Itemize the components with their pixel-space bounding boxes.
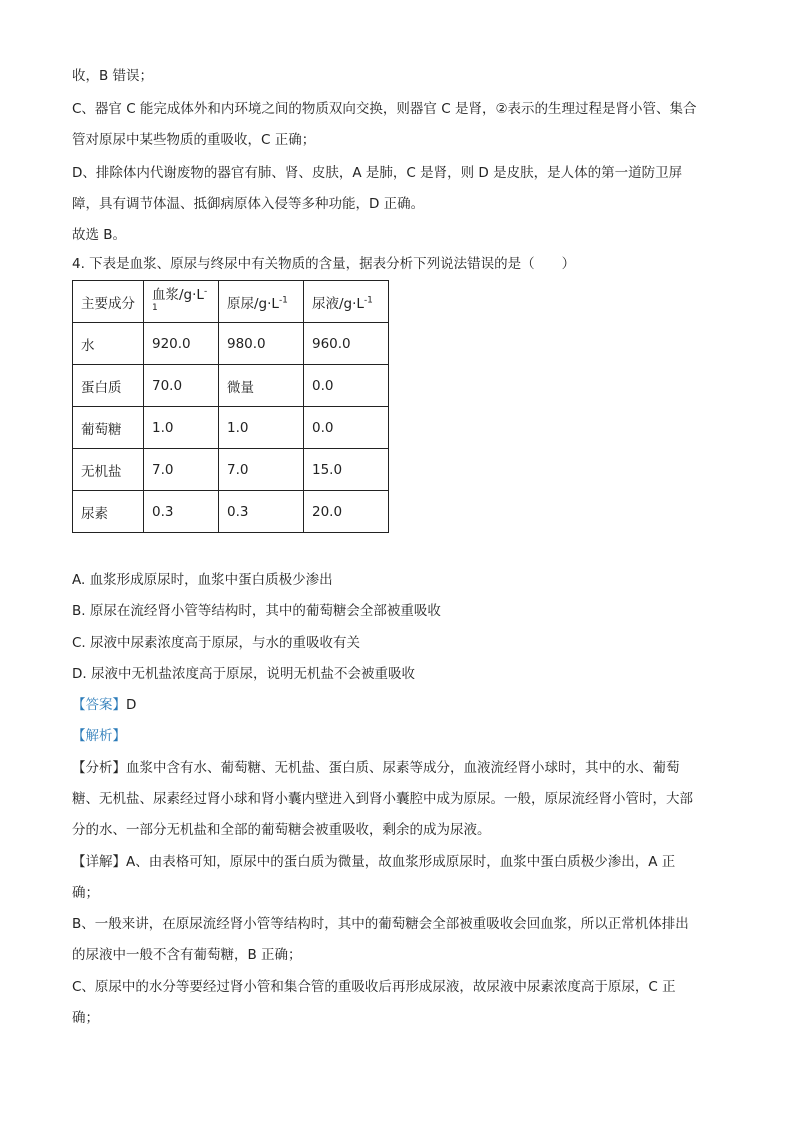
answer-value: D <box>126 697 137 713</box>
table-cell: 20.0 <box>304 491 389 533</box>
table-cell: 葡萄糖 <box>73 407 144 449</box>
answer-label: 【答案】 <box>72 697 126 713</box>
table-row <box>73 365 389 407</box>
xiangjie-line <box>72 852 675 872</box>
fenxi-line: 糖、无机盐、尿素经过肾小球和肾小囊内壁进入到肾小囊腔中成为原尿。一般，原尿流经肾小管时，大部 <box>72 791 693 807</box>
fenxi-text: 血浆中含有水、葡萄糖、无机盐、蛋白质、尿素等成分，血液流经肾小球时，其中的水、葡萄 <box>126 760 680 776</box>
table-cell: 尿素 <box>73 491 144 533</box>
table-cell: 1.0 <box>144 407 219 449</box>
table-cell: 1.0 <box>219 407 304 449</box>
table-cell: 无机盐 <box>73 449 144 491</box>
table-cell: 70.0 <box>144 365 219 407</box>
fenxi-label: 【分析】 <box>72 760 126 776</box>
xiangjie-line: 的尿液中一般不含有葡萄糖，B 正确； <box>72 947 302 963</box>
table-cell: 微量 <box>219 365 304 407</box>
xiangjie-line: C、原尿中的水分等要经过肾小管和集合管的重吸收后再形成尿液，故尿液中尿素浓度高于原尿，C 正 <box>72 979 676 995</box>
table-row <box>73 491 389 533</box>
table-cell: 0.0 <box>304 365 389 407</box>
option-b: B. 原尿在流经肾小管等结构时，其中的葡萄糖会全部被重吸收 <box>72 603 441 619</box>
table-cell: 0.0 <box>304 407 389 449</box>
table-header-cell: 尿液$/g\cdot L^{-1}$ <box>304 281 389 323</box>
option-c: C. 尿液中尿素浓度高于原尿，与水的重吸收有关 <box>72 635 361 651</box>
xiangjie-text: A、由表格可知，原尿中的蛋白质为微量，故血浆形成原尿时，血浆中蛋白质极少渗出，A 正 <box>126 854 676 870</box>
text-line: 收，B 错误； <box>72 68 154 84</box>
composition-table <box>72 280 389 533</box>
table-header-cell: 主要成分 <box>73 281 144 323</box>
table-cell: 7.0 <box>219 449 304 491</box>
xiangjie-label: 【详解】 <box>72 854 126 870</box>
analysis-heading <box>72 726 126 746</box>
fenxi-line <box>72 758 680 778</box>
question-stem: 4. 下表是血浆、原尿与终尿中有关物质的含量，据表分析下列说法错误的是（ ） <box>72 256 576 272</box>
xiangjie-line: B、一般来讲，在原尿流经肾小管等结构时，其中的葡萄糖会全部被重吸收会回血浆，所以正常机体排出 <box>72 916 689 932</box>
text-line: 管对原尿中某些物质的重吸收，C 正确； <box>72 132 316 148</box>
table-cell: 960.0 <box>304 323 389 365</box>
xiangjie-line: 确； <box>72 885 99 901</box>
fenxi-line: 分的水、一部分无机盐和全部的葡萄糖会被重吸收，剩余的成为尿液。 <box>72 822 491 838</box>
table-header-cell: 原尿$/g\cdot L^{-1}$ <box>219 281 304 323</box>
table-cell: 0.3 <box>144 491 219 533</box>
table-cell: 7.0 <box>144 449 219 491</box>
table-row <box>73 407 389 449</box>
option-d: D. 尿液中无机盐浓度高于原尿，说明无机盐不会被重吸收 <box>72 666 415 682</box>
table-cell: 蛋白质 <box>73 365 144 407</box>
text-line: 障，具有调节体温、抵御病原体入侵等多种功能，D 正确。 <box>72 196 425 212</box>
table-cell: 15.0 <box>304 449 389 491</box>
table-row <box>73 323 389 365</box>
table-header-row <box>73 281 389 323</box>
table-cell: 920.0 <box>144 323 219 365</box>
answer-line <box>72 695 136 715</box>
analysis-label: 【解析】 <box>72 728 126 744</box>
text-line: 故选 B。 <box>72 227 127 243</box>
table-cell: 980.0 <box>219 323 304 365</box>
table-row <box>73 449 389 491</box>
text-line: C、器官 C 能完成体外和内环境之间的物质双向交换，则器官 C 是肾，②表示的生理过程是肾小管、集合 <box>72 101 697 117</box>
option-a: A. 血浆形成原尿时，血浆中蛋白质极少渗出 <box>72 572 333 588</box>
table-header-cell: 血浆$/g\cdot L^{-1}$ <box>144 281 219 323</box>
table-cell: 0.3 <box>219 491 304 533</box>
xiangjie-line: 确； <box>72 1010 99 1026</box>
table-cell: 水 <box>73 323 144 365</box>
text-line: D、排除体内代谢废物的器官有肺、肾、皮肤，A 是肺，C 是肾，则 D 是皮肤，是人体的第一道防卫屏 <box>72 165 683 181</box>
